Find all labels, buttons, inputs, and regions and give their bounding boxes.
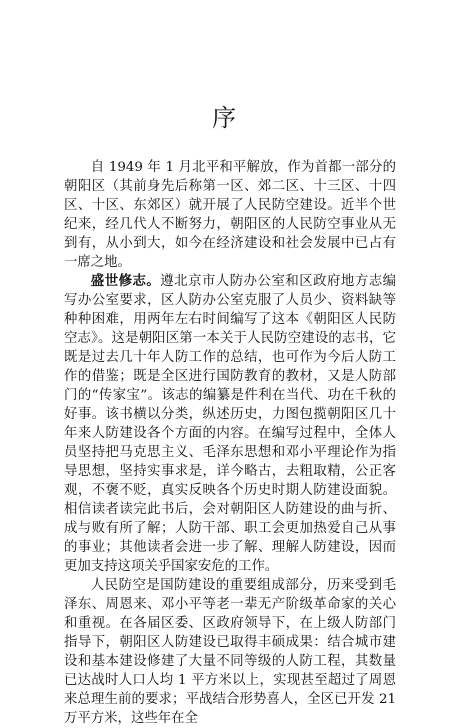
- paragraph: [64, 272, 396, 576]
- paragraph-text: 自 1949 年 1 月北平和平解放，作为首都一部分的朝阳区（其前身先后称第一区、郊二区、十三区、十四区、十区、东郊区）就开展了人民防空建设。近半个世纪来，经几代人不断努力，朝阳区的人民防空事业从无到有，从小到大，如今在经济建设和社会发展中已占有一席之地。: [64, 160, 396, 270]
- paragraph: [64, 158, 396, 272]
- body-text: [64, 158, 396, 728]
- page-title: 序: [212, 104, 238, 132]
- paragraph: [64, 576, 396, 728]
- paragraph-text: 人民防空是国防建设的重要组成部分，历来受到毛泽东、周恩来、邓小平等老一辈无产阶级革命家的关心和重视。在各届区委、区政府领导下，在上级人防部门指导下，朝阳区人防建设已取得丰硕成果：结合城市建设和基本建设修建了大量不同等级的人防工程，其数量已达战时人口人均 1 平方米以上，实现甚至超过了周恩来总理生前的要求；平战结合形势喜人，全区已开发 21 万平方米，这些年在全: [64, 578, 396, 726]
- paragraph-lead: 盛世修志。: [90, 274, 161, 289]
- paragraph-text: 遵北京市人防办公室和区政府地方志编写办公室要求，区人防办公室克服了人员少、资料缺等种种困难，用两年左右时间编写了这本《朝阳区人民防空志》。这是朝阳区第一本关于人民防空建设的志书，它既是过去几十年人防工作的总结，也可作为今后人防工作的借鉴；既是全区进行国防教育的教材，又是人防部门的“传家宝”。该志的编纂是件利在当代、功在千秋的好事。该书横以分类，纵述历史，力图包揽朝阳区几十年来人防建设各个方面的内容。在编写过程中，全体人员坚持把马克思主义、毛泽东思想和邓小平理论作为指导思想，坚持实事求是，详今略古，去粗取精，公正客观，不褒不贬，真实反映各个历史时期人防建设面貌。相信读者读完此书后，会对朝阳区人防建设的曲与折、成与败有所了解；人防干部、职工会更加热爱自己从事的事业；其他读者会进一步了解、理解人防建设，因而更加支持这项关乎国家安危的工作。: [64, 274, 397, 574]
